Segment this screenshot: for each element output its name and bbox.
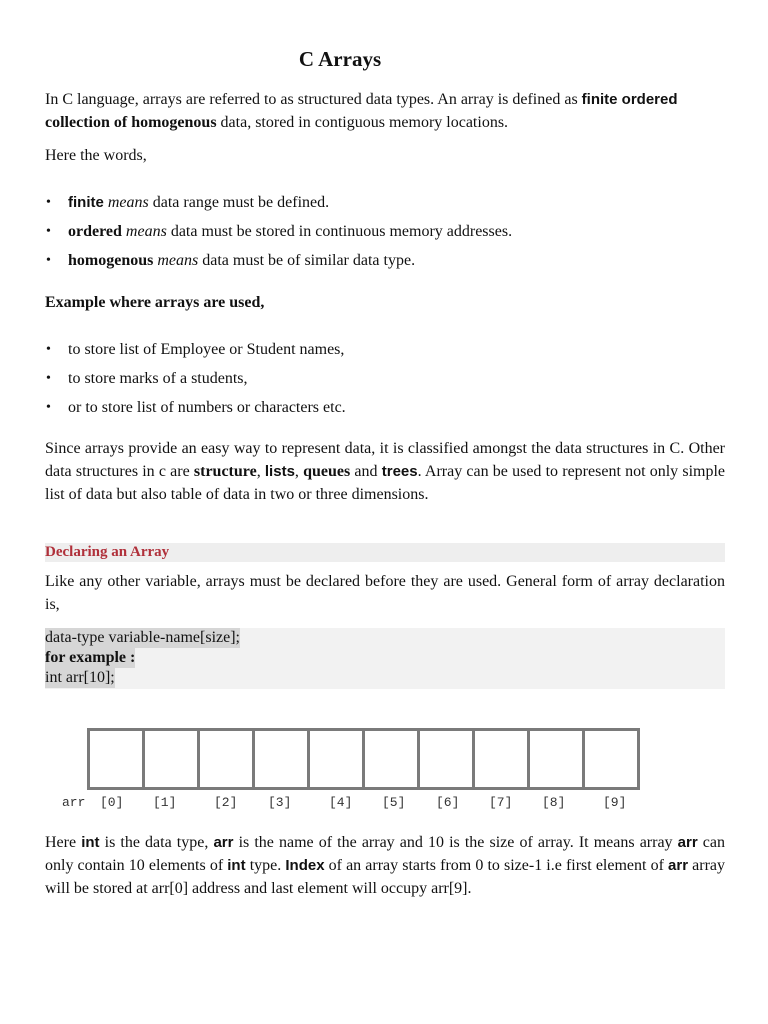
keyword-arr: arr [677,834,698,851]
declare-paragraph: Like any other variable, arrays must be declared before they are used. General form of array declaration is, [45,573,725,613]
code-line-syntax: data-type variable-name[size]; [45,629,240,646]
definition-text: data must be stored in continuous memory addresses. [166,223,513,240]
section-header-bar [45,543,725,562]
array-index-label: [0] [100,795,124,810]
array-name-label: arr [62,795,86,810]
here-words-text: Here the words, [45,147,147,164]
array-cell [90,731,145,787]
array-cell [310,731,365,787]
definition-term: finite [68,194,104,211]
array-index-label: [1] [153,795,177,810]
paragraph-text: Since arrays provide an easy way to represent data, it is classified amongst the data structures in C. Other data structures in c are [45,440,725,480]
array-diagram [87,728,640,790]
array-index-label: [8] [542,795,566,810]
array-cell [145,731,200,787]
paragraph-text: type. [245,857,286,874]
intro-bold-term: finite ordered [581,91,678,108]
array-index-label: [3] [268,795,292,810]
paragraph-text: can only contain 10 elements of [45,834,725,874]
keyword-arr: arr [668,857,689,874]
array-cell [585,731,637,787]
array-index-label: [9] [603,795,627,810]
paragraph-text: is the data type, [99,834,214,851]
array-index-label: [5] [382,795,406,810]
intro-paragraph [45,88,725,134]
array-cell [420,731,475,787]
intro-text: In C language, arrays are referred to as structured data types. An array is defined as [45,91,582,108]
list-item [45,246,725,275]
list-item: • or to store list of numbers or characters etc. [45,393,725,422]
list-item [45,188,725,217]
list-item [45,217,725,246]
array-index-label: [2] [214,795,238,810]
intro-text-2: data, stored in contiguous memory locations. [216,114,509,131]
list-item: • to store marks of a students, [45,364,725,393]
list-item: • to store list of Employee or Student names, [45,335,725,364]
code-block [45,628,725,689]
page-title: C Arrays [298,47,382,71]
definition-text: data must be of similar data type. [198,252,416,269]
means-text: means [157,252,199,269]
separator: , [294,463,304,480]
array-index-label: [6] [436,795,460,810]
explanation-paragraph [45,831,725,900]
paragraph-text: Here [45,834,82,851]
array-index-label: [4] [329,795,353,810]
code-line-label: for example : [45,649,136,666]
array-cell [255,731,310,787]
separator: , [256,463,265,480]
term-lists: lists [264,463,295,480]
array-cell [365,731,420,787]
definition-text: data range must be defined. [148,194,330,211]
paragraph-text: array will be stored at arr[0] address and last element will occupy arr[9]. [45,857,726,897]
keyword-arr: arr [213,834,234,851]
keyword-int: int [227,857,246,874]
definition-term: ordered [68,223,122,240]
intro-bold-term-2: collection of homogenous [45,114,217,131]
data-structures-paragraph [45,437,725,506]
paragraph-text: of an array starts from 0 to size-1 i.e first element of [324,857,669,874]
section-title: Declaring an Array [45,544,170,560]
definition-term: homogenous [68,252,154,269]
term-structure: structure [193,463,257,480]
code-line-example: int arr[10]; [45,669,115,686]
separator: and [350,463,382,480]
example-heading: Example where arrays are used, [45,294,265,311]
means-text: means [107,194,149,211]
array-cell [475,731,530,787]
array-index-label: [7] [489,795,513,810]
keyword-index: Index [285,857,325,874]
definitions-list [45,188,725,275]
examples-list [45,335,725,422]
paragraph-text-2: . Array can be used to represent not only simple list of data but also table of data in two or three dimensions. [45,463,726,503]
means-text: means [125,223,167,240]
term-trees: trees [381,463,418,480]
keyword-int: int [81,834,100,851]
array-cell [530,731,585,787]
array-cell [200,731,255,787]
term-queues: queues [303,463,351,480]
paragraph-text: is the name of the array and 10 is the size of array. It means array [233,834,678,851]
